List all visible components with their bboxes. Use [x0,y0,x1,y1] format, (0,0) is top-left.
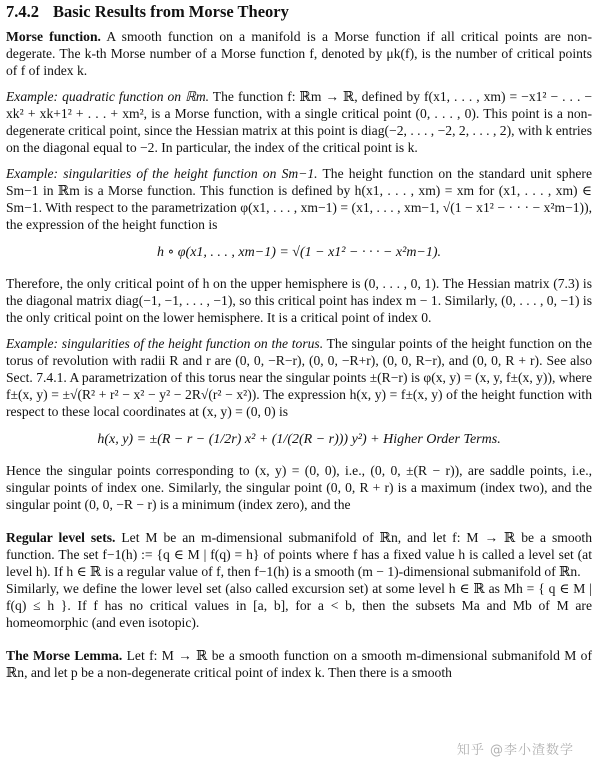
paragraph-torus-continued: Hence the singular points corresponding to (x, y) = (0, 0), i.e., (0, 0, ±(R − r)), are saddle points, i.e., singular points of index one. Similarly, the singular point (0, 0, R + r) is a maximum (index two), and the singular point (0, 0, −R − r) is a minimum (index zero), and the [6,463,592,512]
paragraph-text: Let M be an m-dimensional submanifold of ℝn, and let f: M → ℝ be a smooth function. The set f−1(h) := {q ∈ M | f(q) = h} of points where f has a fixed value h is called a level set (at level h). If h ∈ ℝ is a regular value of f, then f−1(h) is a smooth (m − 1)-dimensional submanifold of ℝn. [6,530,593,579]
section-heading [6,2,592,22]
page [6,0,592,681]
paragraph-lead: Morse function. [6,29,101,44]
paragraph-sphere-example [6,165,592,233]
paragraph-lower-level-set: Similarly, we define the lower level set (also called excursion set) at some level h ∈ ℝ as Mh = { q ∈ M | f(q) ≤ h }. If f has no critical values in [a, b], for a < b, then the subsets Ma and Mb of M are homeomorphic (and even isotopic). [6,581,592,630]
paragraph-text: A smooth function on a manifold is a Morse function if all critical points are non-degerate. The k-th Morse number of a Morse function f, denoted by μk(f), is the number of critical points of f of index k. [6,29,592,78]
paragraph-torus-example [6,335,592,420]
example-lead: Example: quadratic function on ℝm. [6,89,210,104]
paragraph-quadratic-example [6,88,592,156]
paragraph-lead: Regular level sets. [6,530,116,545]
paragraph-lead: The Morse Lemma. [6,648,123,663]
example-lead: Example: singularities of the height function on the torus. [6,336,324,351]
paragraph-morse-lemma [6,647,592,681]
paragraph-text: The height function on the standard unit sphere Sm−1 in ℝm is a Morse function. This function is defined by h(x1, . . . , xm) = xm for (x1, . . . , xm) ∈ Sm−1. With respect to the parametrization φ(x1, . . . , xm−1) = (x1, . . . , xm−1, √(1 − x1² − · · · − x²m−1)), the expression of the height function is [6,166,592,232]
section-number: 7.4.2 [6,2,39,21]
example-lead: Example: singularities of the height function on Sm−1. [6,166,318,181]
paragraph-text: Let f: M → ℝ be a smooth function on a smooth m-dimensional submanifold M of ℝn, and let p be a non-degenerate critical point of index k. Then there is a smooth [6,648,592,680]
paragraph-text: The function f: ℝm → ℝ, defined by f(x1, . . . , xm) = −x1² − . . . − xk² + xk+1² + . . . + xm², is a Morse function, with a single critical point (0, . . . , 0). This point is a non-degenerate critical point, since the Hessian matrix at this point is diag(−2, . . . , −2, 2, . . . , 2), with k entries on the diagonal equal to −2. In particular, the index of the critical point is k. [6,89,593,155]
paragraph-morse-function [6,28,592,79]
equation-sphere-height: h ∘ φ(x1, . . . , xm−1) = √(1 − x1² − · · · − x²m−1). [156,245,442,260]
equation-torus-height: h(x, y) = ±(R − r − (1/2r) x² + (1/(2(R − r))) y²) + Higher Order Terms. [97,432,501,447]
section-title: Basic Results from Morse Theory [53,2,289,21]
paragraph-sphere-continued: Therefore, the only critical point of h on the upper hemisphere is (0, . . . , 0, 1). The Hessian matrix (7.3) is the diagonal matrix diag(−1, −1, . . . , −1), so this critical point has index m − 1. Similarly, (0, . . . , 0, −1) is the only critical point on the lower hemisphere. It is a critical point of index 0. [6,276,592,325]
watermark: 知乎 @李小渣数学 [456,743,574,758]
paragraph-text: The singular points of the height function on the torus of revolution with radii R and r are (0, 0, −R−r), (0, 0, −R+r), (0, 0, R−r), and (0, 0, R + r). See also Sect. 7.4.1. A parametrization of this torus near the singular points ±(R−r) is φ(x, y) = (x, y, f±(x, y)), where f±(x, y) = ±√(R² + r² − x² − y² − 2R√(r² − x²)). The expression h(x, y) = f±(x, y) of the height function with respect to these local coordinates at (x, y) = (0, 0) is [6,336,592,419]
paragraph-regular-level-sets [6,529,592,580]
